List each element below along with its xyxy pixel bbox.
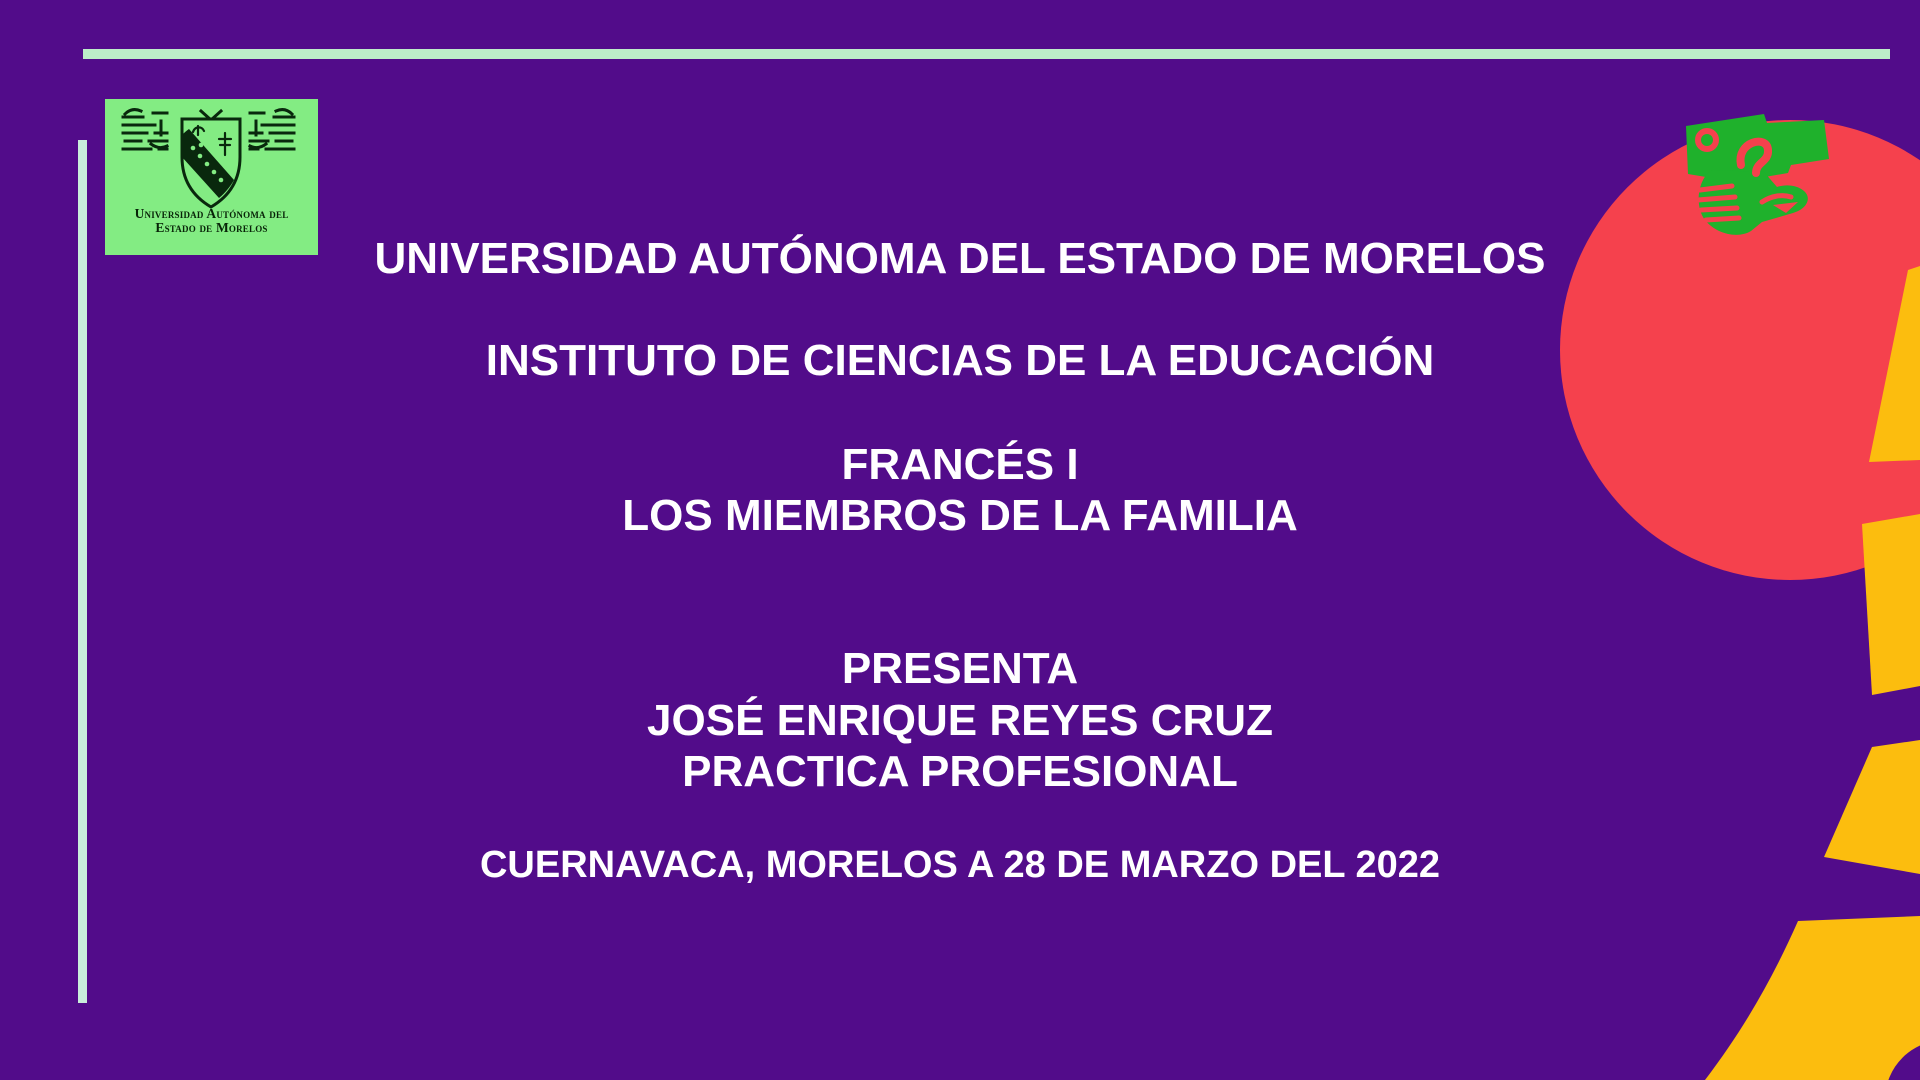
- crest-left-ornament: [123, 110, 167, 149]
- slide-title-university: UNIVERSIDAD AUTÓNOMA DEL ESTADO DE MORELOS: [374, 234, 1546, 283]
- logo-caption: [105, 207, 318, 234]
- presents-label: PRESENTA: [841, 644, 1079, 693]
- right-decor-illustration: [1540, 0, 1920, 1080]
- logo-caption-line1: Universidad Autónoma del: [134, 206, 289, 221]
- crest-right-ornament: [250, 110, 294, 149]
- logo-caption-line2: Estado de Morelos: [155, 219, 268, 235]
- lesson-title: LOS MIEMBROS DE LA FAMILIA: [622, 491, 1298, 540]
- slide-subtitle-institute: INSTITUTO DE CIENCIAS DE LA EDUCACIÓN: [485, 336, 1435, 385]
- place-date-line: CUERNAVACA, MORELOS A 28 DE MARZO DEL 2022: [479, 844, 1440, 886]
- practice-label: PRACTICA PROFESIONAL: [682, 747, 1238, 796]
- course-name: FRANCÉS I: [841, 440, 1079, 489]
- university-logo: [105, 99, 318, 255]
- crest-shield: [182, 119, 240, 207]
- presenter-name: JOSÉ ENRIQUE REYES CRUZ: [647, 696, 1273, 745]
